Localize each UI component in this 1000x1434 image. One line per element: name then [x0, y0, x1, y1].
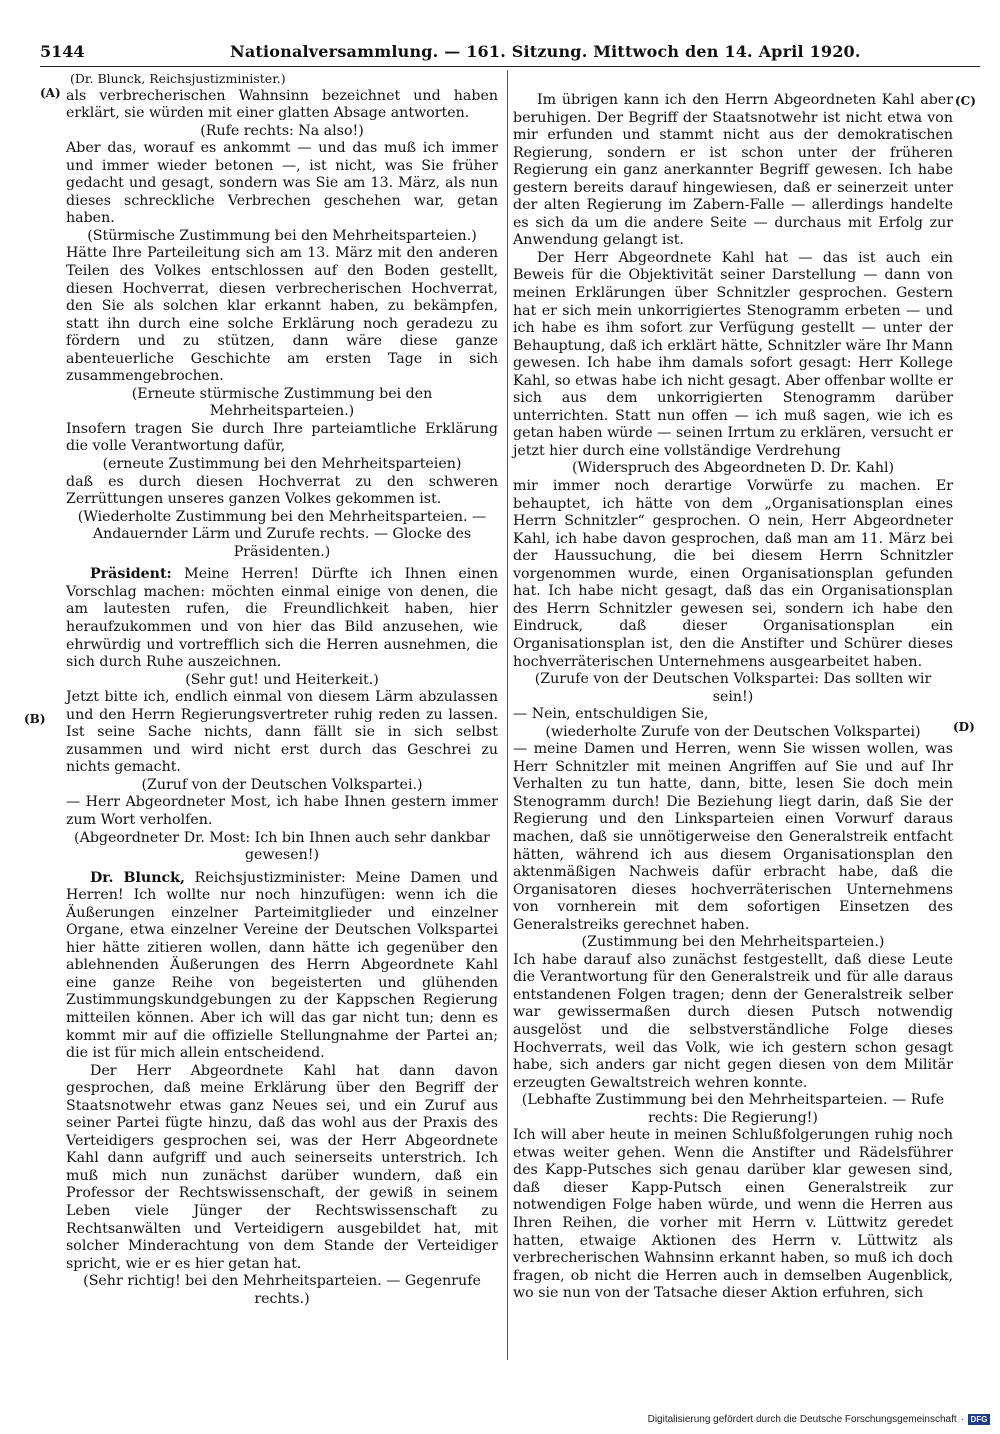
interjection: (Sehr richtig! bei den Mehrheitsparteien. — Gegenrufe rechts.)	[83, 1273, 481, 1307]
interjection: (Zuruf von der Deutschen Volkspartei.)	[141, 776, 423, 793]
paragraph: Ich will aber heute in meinen Schlußfolgerungen ruhig noch etwas weiter gehen. Wenn die Anstifter und Rädelsführer des Kapp-Putsches sich genau darüber klar gewesen sind, daß dieser Kapp-Putsch einen Generalstreik zur notwendigen Folge haben würde, und wenn die Herren aus Ihren Reihen, die vorher mit Herrn v. Lüttwitz geredet hatten, etwaige Aktionen des Herrn v. Lüttwitz als verbrecherischen Wahnsinn erkannt haben, so muß ich doch fragen, ob nicht die Herren auch in demselben Augenblick, wo sie nun von der Tatsache dieser Aktion erfuhren, sich	[513, 1127, 953, 1302]
speech-text: Meine Damen und Herren! Ich wollte nur noch hinzufügen: wenn ich die Äußerungen einzelner Parteimitglieder und einzelner Organe, etwa einzelner Vereine der Deutschen Volkspartei hier hätte zitieren wollen, dann hätte ich gegenüber den ablehnenden Äußerungen des Herrn Abgeordnete Kahl eine ganze Reihe von begeisterten und glühenden Zustimmungskundgebungen zu der Kappschen Regierung mitteilen können. Aber ich will das gar nicht tun; denn es kommt mir auf die offizielle Stellungnahme der Partei an; die ist für mich allein entscheidend.	[66, 869, 498, 1062]
interjection: (Stürmische Zustimmung bei den Mehrheitsparteien.)	[87, 227, 477, 244]
margin-label-d: (D)	[953, 720, 975, 734]
column-divider	[507, 70, 508, 1360]
speaker-name: Präsident:	[90, 566, 172, 583]
speech-text: Meine Herren! Dürfte ich Ihnen einen Vorschlag machen: möchten einmal einige von denen, die am lautesten rufen, die Freundlichkeit haben, hier heraufzukommen und von hier das Bild anzusehen, wie ehrwürdig und vortrefflich sich die Herren ausnehmen, die sich durch Ruhe auszeichnen.	[66, 566, 498, 671]
paragraph: Der Herr Abgeordnete Kahl hat dann davon gesprochen, daß meine Erklärung über den Begriff der Staatsnotwehr etwas ganz Neues sei, und ein Zuruf aus seiner Partei fügte hinzu, daß das wohl aus der Praxis des Verteidigers gesprochen sei, was der Herr Abgeordnete Kahl dann aufgriff und auch seinerseits unterstrich. Ich muß mich nun zunächst darüber wundern, daß ein Professor der Rechtswissenschaft, der gewiß in seinem Leben viele Jünger der Rechtswissenschaft zu Rechtsanwälten und Verteidigern ausgebildet hat, mit solcher Minderachtung von dem Stande der Verteidiger spricht, wie er es hier getan hat.	[66, 1062, 498, 1272]
left-column	[66, 70, 498, 1308]
paragraph: — Nein, entschuldigen Sie,	[513, 706, 709, 723]
speaker-name: Dr. Blunck,	[90, 869, 185, 886]
page-number: 5144	[40, 42, 85, 61]
paragraph: Hätte Ihre Parteileitung sich am 13. März mit den anderen Teilen des Volkes entschlossen auf den Boden gestellt, diesen Hochverrat, diesen verbrecherischen Hochverrat, den Sie als solchen klar erkannt haben, zu bekämpfen, statt ihn durch eine solche Erklärung noch geradezu zu fördern und zu stützen, dann wäre diese ganze abenteuerliche Geschichte am ersten Tage in sich zusammengebrochen.	[66, 245, 498, 385]
margin-label-a: (A)	[40, 86, 61, 100]
paragraph: als verbrecherischen Wahnsinn bezeichnet und haben erklärt, sie würden mit einer glatten Absage antworten.	[66, 87, 498, 122]
footer-text: Digitalisierung gefördert durch die Deutsche Forschungsgemeinschaft	[647, 1414, 957, 1425]
paragraph: mir immer noch derartige Vorwürfe zu machen. Er behauptet, ich hätte von dem „Organisationsplan eines Herrn Schnitzler“ gesprochen. O nein, Herr Abgeordneter Kahl, ich habe davon gesprochen, daß man am 11. März bei der Haussuchung, die bei diesem Herrn Schnitzler vorgenommen wurde, einen Organisationsplan gefunden hat. Ich habe nicht gesagt, daß das ein Organisationsplan des Herrn Schnitzler gewesen sei, sondern ich habe den Eindruck, daß dieser Organisationsplan ein Organisationsplan ist, den die Anstifter und Schürer dieses hochverräterischen Unternehmens ausgearbeitet haben.	[513, 478, 953, 670]
interjection: (Rufe rechts: Na also!)	[200, 122, 364, 139]
paragraph: Im übrigen kann ich den Herrn Abgeordneten Kahl aber beruhigen. Der Begriff der Staatsnotwehr ist nicht etwa von mir erfunden und stammt nicht aus der demokratischen Regierung, sondern er ist schon unter der früheren Regierung ein ganz anerkannter Begriff gewesen. Ich habe gestern bereits darauf hingewiesen, daß er seinerzeit unter der alten Regierung im Zabern-Falle — allerdings handelte es sich da um die andere Seite — durchaus mit Erfolg zur Anwendung gelangt ist.	[513, 92, 953, 249]
speaker-context: (Dr. Blunck, Reichsjustizminister.)	[70, 71, 286, 86]
paragraph: — meine Damen und Herren, wenn Sie wissen wollen, was Herr Schnitzler mit meinen Angriffen auf Sie und auf Ihr Verhalten zu tun hatte, dann, bitte, lesen Sie doch mein Stenogramm durch! Die Beziehung liegt darin, daß Sie der Regierung und den Linksparteien einen Vorwurf daraus machen, daß sie unnötigerweise den Generalstreik entfacht hätten, während ich aus diesem Organisationsplan den aktenmäßigen Nachweis dafür erbracht habe, daß die Organisatoren dieses hochverräterischen Unternehmens von vornherein mit dem sofortigen Einsetzen des Generalstreiks gerechnet haben.	[513, 741, 953, 933]
interjection: (Zurufe von der Deutschen Volkspartei: Das sollten wir sein!)	[534, 671, 932, 705]
dfg-logo-icon: DFG	[968, 1414, 990, 1425]
margin-label-b: (B)	[24, 712, 46, 726]
speech-paragraph	[66, 566, 498, 671]
header-rule	[40, 66, 980, 67]
interjection: (Zustimmung bei den Mehrheitsparteien.)	[581, 934, 885, 951]
interjection: (erneute Zustimmung bei den Mehrheitsparteien)	[102, 456, 462, 473]
right-column	[513, 70, 953, 1303]
paragraph: — Herr Abgeordneter Most, ich habe Ihnen gestern immer zum Wort verholfen.	[66, 794, 498, 828]
footer-credit: Digitalisierung gefördert durch die Deutsche Forschungsgemeinschaft · DFG	[648, 1414, 990, 1425]
speech-paragraph	[66, 870, 498, 1063]
interjection: (Abgeordneter Dr. Most: Ich bin Ihnen auch sehr dankbar gewesen!)	[74, 829, 490, 864]
interjection: (Erneute stürmische Zustimmung bei den Mehrheitsparteien.)	[131, 385, 433, 420]
interjection: (wiederholte Zurufe von der Deutschen Volkspartei)	[545, 723, 921, 740]
paragraph: Der Herr Abgeordnete Kahl hat — das ist auch ein Beweis für die Objektivität seiner Darstellung — dann von meinen Erklärungen über Schnitzler gesprochen. Gestern hat er sich mein unkorrigiertes Stenogramm erbeten — und ich habe es ihm sofort zur Verfügung gestellt — unter der Behauptung, daß ich erklärt hätte, Schnitzler wäre Ihr Mann gewesen. Ich habe ihm damals sofort gesagt: Herr Kollege Kahl, so etwas habe ich nicht gesagt. Aber offenbar wollte er sich aus dem unkorrigierten Stenogramm darüber unterrichten. Statt nun offen — ich muß sagen, wie ich es getan haben würde — seinen Irrtum zu erklären, versucht er jetzt hier durch eine vollständige Verdrehung	[513, 249, 954, 459]
paragraph: Aber das, worauf es ankommt — und das muß ich immer und immer wieder betonen —, ist nicht, was Sie früher gedacht und gesagt, sondern was Sie am 13. März, als nun dieses schreckliche Verbrechen geschehen war, getan haben.	[66, 140, 498, 227]
running-title: Nationalversammlung. — 161. Sitzung. Mittwoch den 14. April 1920.	[230, 42, 861, 61]
running-header	[40, 42, 980, 66]
paragraph: Ich habe darauf also zunächst festgestellt, daß diese Leute die Verantwortung für den Generalstreik und für alle daraus entstandenen Folgen tragen; denn der Generalstreik selber war gewissermaßen durch diesen Putsch notwendig ausgelöst und die selbstverständliche Folge dieses Hochverrats, weil das Volk, wie ich gestern schon gesagt habe, sich anders gar nicht gegen diesen von dem Militär erzeugten Gewaltstreich wehren konnte.	[513, 951, 953, 1091]
margin-label-c: (C)	[955, 94, 976, 108]
paragraph: daß es durch diesen Hochverrat zu den schweren Zerrüttungen unseres ganzen Volkes gekommen ist.	[66, 473, 498, 508]
interjection: (Wiederholte Zustimmung bei den Mehrheitsparteien. — Andauernder Lärm und Zurufe rechts. — Glocke des Präsidenten.)	[77, 508, 487, 560]
interjection: (Sehr gut! und Heiterkeit.)	[185, 671, 379, 688]
paragraph: Insofern tragen Sie durch Ihre parteiamtliche Erklärung die volle Verantwortung dafür,	[66, 420, 498, 455]
paragraph: Jetzt bitte ich, endlich einmal von diesem Lärm abzulassen und den Herrn Regierungsvertreter ruhig reden zu lassen. Ist seine Sache nichts, dann fällt sie in sich selbst zusammen und wird nicht erst durch das Geschrei zu nichts gemacht.	[66, 689, 498, 776]
speaker-role: Reichsjustizminister:	[194, 869, 346, 886]
interjection: (Widerspruch des Abgeordneten D. Dr. Kahl)	[571, 460, 895, 477]
interjection: (Lebhafte Zustimmung bei den Mehrheitsparteien. — Rufe rechts: Die Regierung!)	[521, 1092, 945, 1126]
